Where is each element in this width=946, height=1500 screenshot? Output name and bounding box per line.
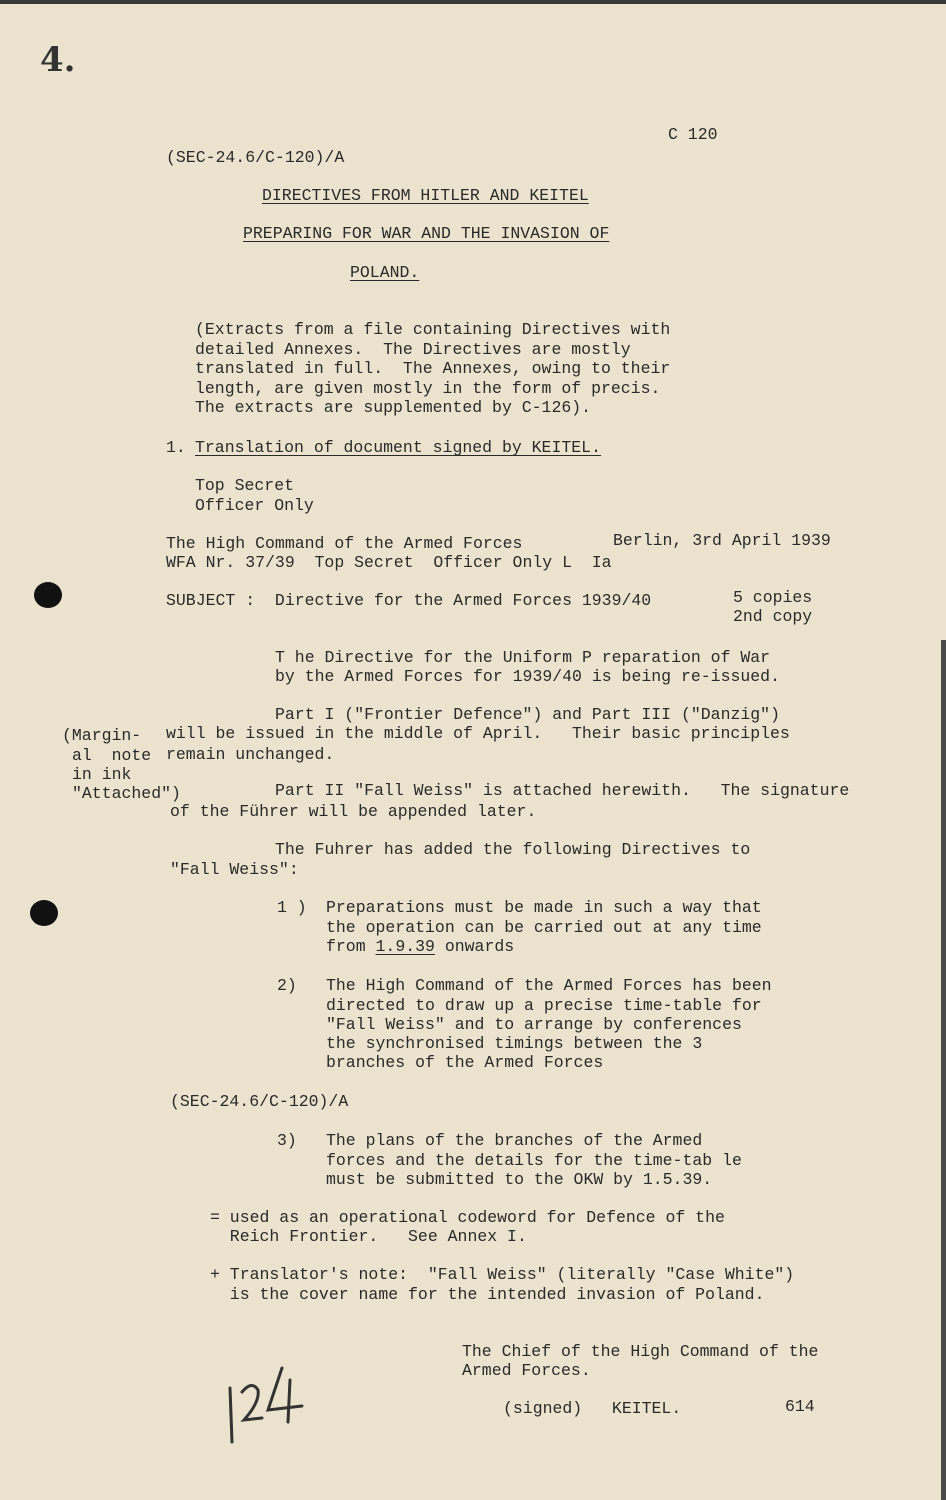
document-code: C 120 [668, 125, 718, 144]
handwritten-page-mark: 4. [40, 40, 76, 80]
footnote-translator-line: is the cover name for the intended invasion of Poland. [210, 1285, 765, 1304]
signature-title-line: The Chief of the High Command of the [462, 1342, 819, 1361]
item-2-line: The High Command of the Armed Forces has been [326, 976, 772, 995]
footnote-translator-line: + Translator's note: "Fall Weiss" (literally "Case White") [210, 1265, 795, 1284]
page-number-bottom: 614 [785, 1397, 815, 1416]
paragraph-2-line: remain unchanged. [166, 745, 335, 764]
paragraph-2-line: Part I ("Frontier Defence") and Part III ("Danzig") [275, 705, 780, 724]
copies-line: 5 copies [733, 588, 813, 607]
item-1-line: Preparations must be made in such a way that [326, 898, 762, 917]
item-3-line: forces and the details for the time-tab le [326, 1151, 742, 1170]
item-3-number: 3) [277, 1131, 297, 1150]
punch-hole-top [34, 582, 62, 608]
classification-line: Top Secret [195, 476, 295, 495]
title-line-1: DIRECTIVES FROM HITLER AND KEITEL [262, 186, 589, 205]
header-date: Berlin, 3rd April 1939 [613, 531, 831, 550]
intro-line: translated in full. The Annexes, owing to their [195, 359, 671, 378]
scan-edge-right [941, 640, 946, 1500]
item-1-last-line [326, 937, 514, 957]
item-2-line: directed to draw up a precise time-table for [326, 996, 762, 1015]
handwritten-number-text: 124 [222, 1360, 224, 1361]
punch-hole-bottom [30, 900, 58, 926]
item-1-line: the operation can be carried out at any time [326, 918, 762, 937]
item-1-date: 1.9.39 [375, 937, 435, 956]
handwritten-number [222, 1360, 312, 1450]
signature-title-line: Armed Forces. [462, 1361, 591, 1380]
item-2-number: 2) [277, 976, 297, 995]
paragraph-3-line: of the Führer will be appended later. [170, 802, 537, 821]
subject-line: SUBJECT : Directive for the Armed Forces 1939/40 [166, 591, 652, 610]
paragraph-2-line: will be issued in the middle of April. Their basic principles [166, 724, 790, 743]
header-authority: The High Command of the Armed Forces [166, 534, 523, 553]
copies-line: 2nd copy [733, 607, 813, 626]
reference-top: (SEC-24.6/C-120)/A [166, 148, 345, 167]
footnote-codeword-line: Reich Frontier. See Annex I. [210, 1227, 527, 1246]
footnote-codeword-line: = used as an operational codeword for Defence of the [210, 1208, 725, 1227]
title-line-3: POLAND. [350, 263, 420, 282]
paragraph-1-line: T he Directive for the Uniform P reparation of War [275, 648, 771, 667]
signed-line: (signed) KEITEL. [503, 1399, 682, 1418]
item-1-from: from [326, 937, 376, 956]
item-1-number: 1 ) [277, 898, 307, 917]
margin-note-line: (Margin- [62, 726, 142, 745]
item-2-line: the synchronised timings between the 3 [326, 1034, 703, 1053]
scan-edge-top [0, 0, 946, 4]
intro-line: length, are given mostly in the form of precis. [195, 379, 661, 398]
header-reference: WFA Nr. 37/39 Top Secret Officer Only L Ia [166, 553, 612, 572]
section-number: 1. [166, 438, 186, 457]
item-3-line: The plans of the branches of the Armed [326, 1131, 703, 1150]
margin-note-line: al note [72, 746, 152, 765]
margin-note-line: in ink [72, 765, 132, 784]
section-title: Translation of document signed by KEITEL. [195, 438, 601, 457]
item-3-line: must be submitted to the OKW by 1.5.39. [326, 1170, 713, 1189]
reference-mid: (SEC-24.6/C-120)/A [170, 1092, 349, 1111]
paragraph-1-line: by the Armed Forces for 1939/40 is being re-issued. [275, 667, 780, 686]
margin-note-line: "Attached") [72, 784, 181, 803]
intro-line: (Extracts from a file containing Directives with [195, 320, 671, 339]
paragraph-4-line: The Fuhrer has added the following Directives to [275, 840, 751, 859]
classification-line: Officer Only [195, 496, 314, 515]
item-2-line: branches of the Armed Forces [326, 1053, 604, 1072]
item-1-onwards: onwards [434, 937, 515, 956]
title-line-2: PREPARING FOR WAR AND THE INVASION OF [243, 224, 610, 243]
paragraph-4-line: "Fall Weiss": [170, 860, 299, 879]
item-2-line: "Fall Weiss" and to arrange by conferences [326, 1015, 742, 1034]
intro-line: detailed Annexes. The Directives are mostly [195, 340, 631, 359]
intro-line: The extracts are supplemented by C-126). [195, 398, 592, 417]
paragraph-3-line: Part II "Fall Weiss" is attached herewith. The signature [275, 781, 850, 800]
